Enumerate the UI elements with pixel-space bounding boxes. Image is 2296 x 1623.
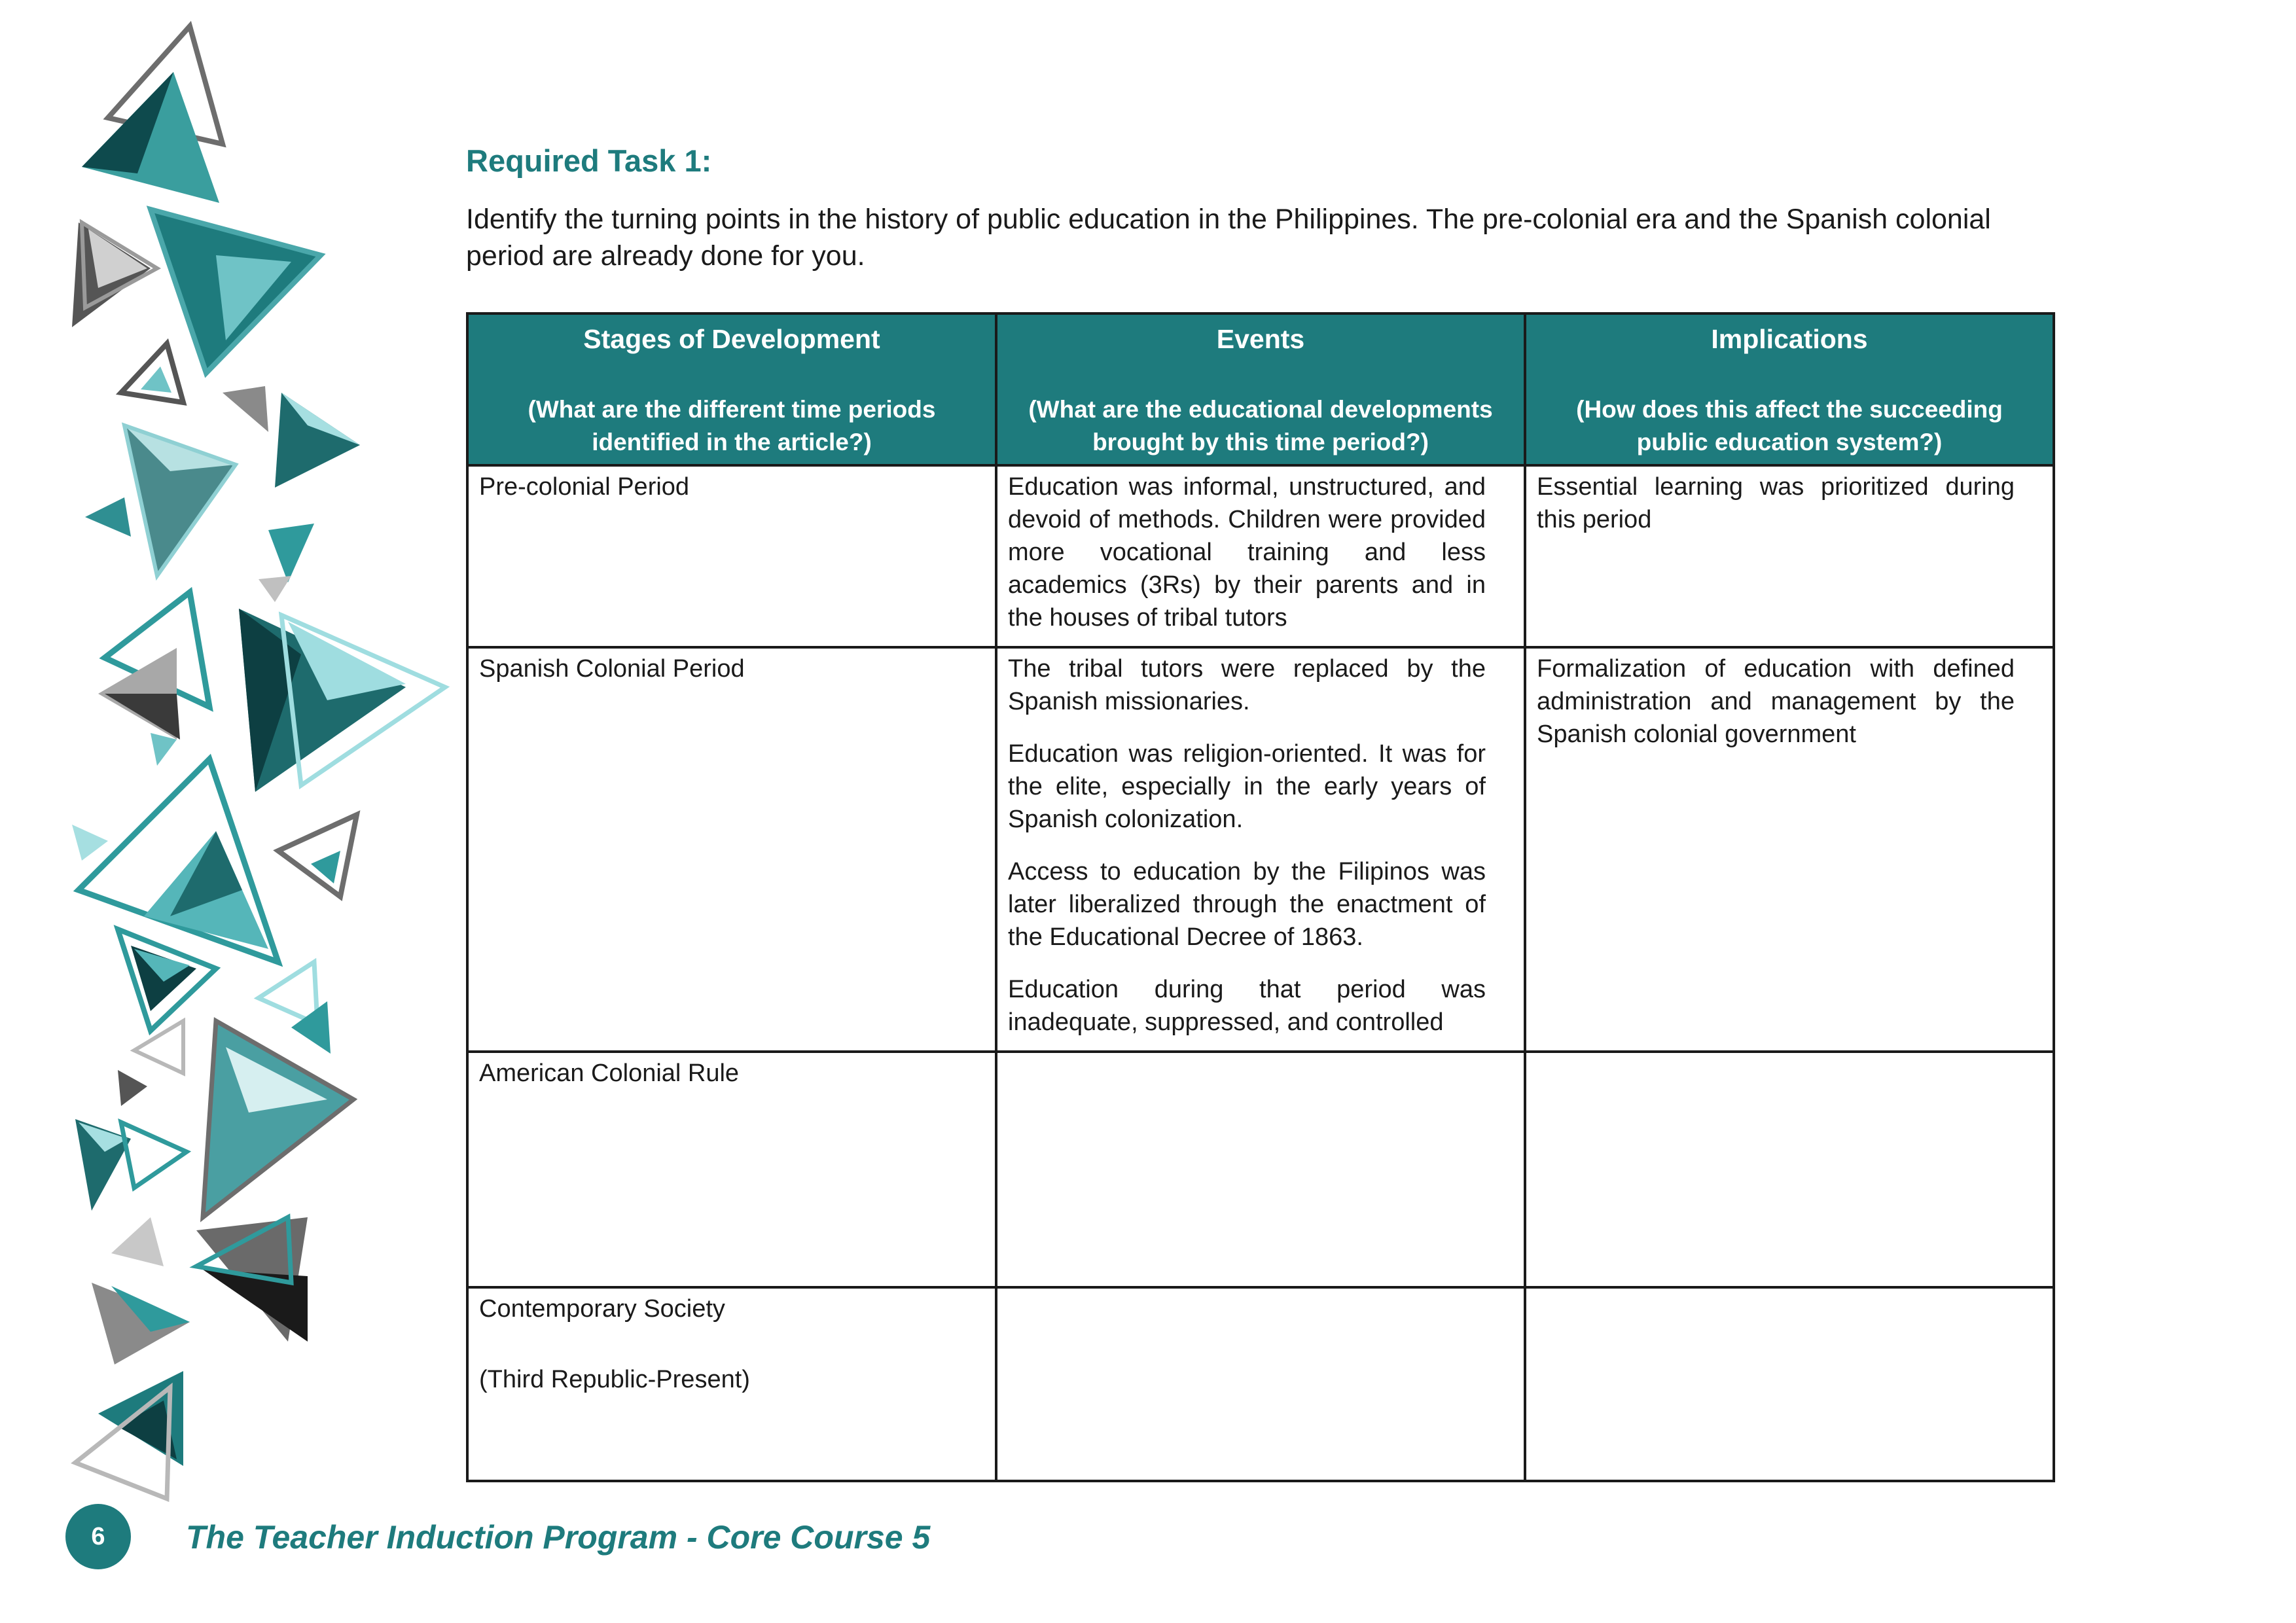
implications-cell	[1525, 1052, 2054, 1287]
task-title: Required Task 1:	[466, 143, 712, 178]
header-events-subtitle: (What are the educational developments brought by this time period?)	[1028, 396, 1493, 455]
table-header-row	[467, 313, 2054, 465]
stage-sublabel: (Third Republic-Present)	[479, 1366, 750, 1393]
stage-cell	[467, 1287, 996, 1481]
events-cell	[996, 647, 1525, 1052]
stage-label: Spanish Colonial Period	[479, 655, 745, 683]
stage-label: Contemporary Society	[479, 1295, 725, 1323]
header-implications-title: Implications	[1711, 324, 1868, 354]
table-row-contemporary	[467, 1287, 2054, 1481]
event-text: The tribal tutors were replaced by the Spanish missionaries.	[1008, 655, 1486, 715]
header-stages-subtitle: (What are the different time periods identified in the article?)	[528, 396, 936, 455]
header-stages	[467, 313, 996, 465]
implications-cell	[1525, 465, 2054, 647]
table-row-pre-colonial	[467, 465, 2054, 647]
implication-text: Formalization of education with defined administration and management by the Spanish colonial government	[1537, 655, 2015, 748]
stage-cell	[467, 465, 996, 647]
stage-label: Pre-colonial Period	[479, 473, 690, 501]
stage-cell	[467, 647, 996, 1052]
task-description: Identify the turning points in the history of public education in the Philippines. The pre-colonial era and the Spanish colonial period are already done for you.	[466, 204, 1991, 272]
stage-cell	[467, 1052, 996, 1287]
decorative-triangles	[0, 0, 471, 1518]
event-text: Access to education by the Filipinos was later liberalized through the enactment of the Educational Decree of 1863.	[1008, 858, 1486, 951]
page-number-badge: 6	[65, 1504, 131, 1569]
table-row-american-colonial	[467, 1052, 2054, 1287]
header-events-title: Events	[1216, 324, 1305, 354]
implication-text: Essential learning was prioritized during this period	[1537, 473, 2015, 533]
header-implications-subtitle: (How does this affect the succeeding public education system?)	[1576, 396, 2003, 455]
events-cell	[996, 1287, 1525, 1481]
implications-cell	[1525, 1287, 2054, 1481]
event-text: Education was religion-oriented. It was for the elite, especially in the early years of Spanish colonization.	[1008, 740, 1486, 833]
event-text: Education was informal, unstructured, and devoid of methods. Children were provided more vocational training and less academics (3Rs) by their parents and in the houses of tribal tutors	[1008, 473, 1486, 632]
event-text: Education during that period was inadequate, suppressed, and controlled	[1008, 976, 1486, 1036]
header-stages-title: Stages of Development	[583, 324, 880, 354]
footer-title: The Teacher Induction Program - Core Course 5	[186, 1519, 931, 1556]
events-cell	[996, 465, 1525, 647]
events-cell	[996, 1052, 1525, 1287]
page-footer	[65, 1504, 982, 1569]
header-events	[996, 313, 1525, 465]
turning-points-table	[466, 312, 2055, 1482]
header-implications	[1525, 313, 2054, 465]
implications-cell	[1525, 647, 2054, 1052]
main-content	[466, 143, 2060, 1482]
table-row-spanish-colonial	[467, 647, 2054, 1052]
stage-label: American Colonial Rule	[479, 1060, 740, 1087]
